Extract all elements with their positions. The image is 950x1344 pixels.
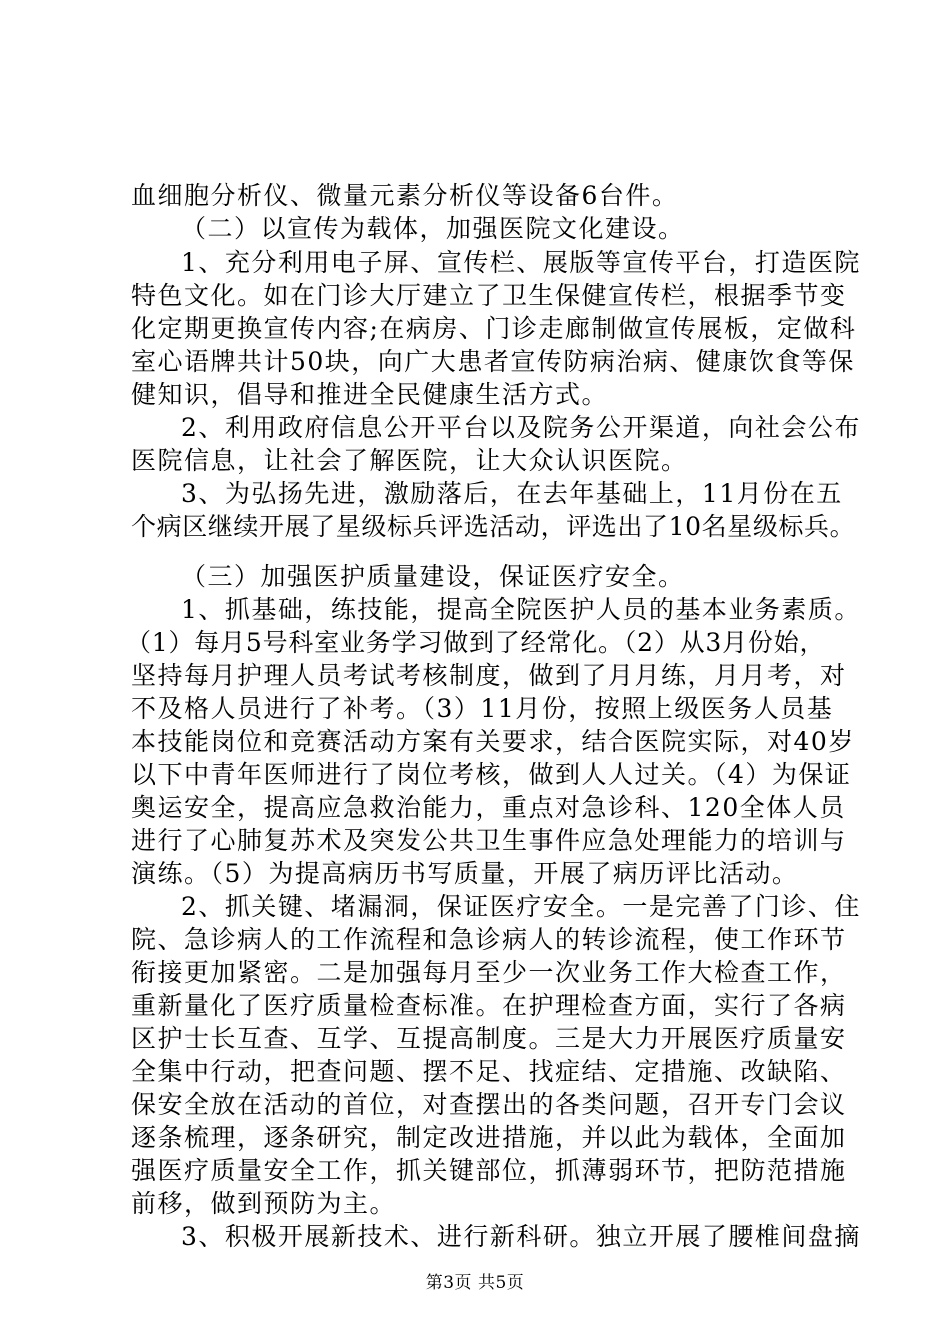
text-line: 特色文化。如在门诊大厅建立了卫生保健宣传栏，根据季节变 <box>131 281 847 310</box>
text-line: 奥运安全，提高应急救治能力，重点对急诊科、120全体人员 <box>131 793 846 822</box>
text-line: 全集中行动，把查问题、摆不足、找症结、定措施、改缺陷、 <box>131 1057 847 1086</box>
text-line: 进行了心肺复苏术及突发公共卫生事件应急处理能力的培训与 <box>131 826 847 855</box>
text-line: 3、积极开展新技术、进行新科研。独立开展了腰椎间盘摘 <box>181 1222 861 1251</box>
section-heading: （二）以宣传为载体，加强医院文化建设。 <box>181 214 685 243</box>
text-line: 区护士长互查、互学、互提高制度。三是大力开展医疗质量安 <box>131 1024 847 1053</box>
text-line: 3、为弘扬先进，激励落后，在去年基础上，11月份在五 <box>181 479 843 508</box>
text-line: 化定期更换宣传内容;在病房、门诊走廊制做宣传展板，定做科 <box>131 314 857 343</box>
text-line: 演练。（5）为提高病历书写质量，开展了病历评比活动。 <box>131 859 799 888</box>
text-line: 前移，做到预防为主。 <box>131 1189 397 1218</box>
text-line: 逐条梳理，逐条研究，制定改进措施，并以此为载体，全面加 <box>131 1123 847 1152</box>
text-line: 衔接更加紧密。二是加强每月至少一次业务工作大检查工作， <box>131 958 847 987</box>
text-line: 个病区继续开展了星级标兵评选活动，评选出了10名星级标兵。 <box>131 512 856 541</box>
text-line: 院、急诊病人的工作流程和急诊病人的转诊流程，使工作环节 <box>131 925 847 954</box>
text-line: 1、充分利用电子屏、宣传栏、展版等宣传平台，打造医院 <box>181 248 861 277</box>
text-line: 2、抓关键、堵漏洞，保证医疗安全。一是完善了门诊、住 <box>181 892 861 921</box>
text-line: 医院信息，让社会了解医院，让大众认识医院。 <box>131 446 688 475</box>
page-number: 第3页 共5页 <box>425 1273 525 1293</box>
text-line: 重新量化了医疗质量检查标准。在护理检查方面，实行了各病 <box>131 991 847 1020</box>
text-line: 保安全放在活动的首位，对查摆出的各类问题，召开专门会议 <box>131 1090 847 1119</box>
text-line: 2、利用政府信息公开平台以及院务公开渠道，向社会公布 <box>181 413 861 442</box>
text-line: 以下中青年医师进行了岗位考核，做到人人过关。（4）为保证 <box>131 760 852 789</box>
text-line: 强医疗质量安全工作，抓关键部位，抓薄弱环节，把防范措施 <box>131 1156 847 1185</box>
text-line: 健知识，倡导和推进全民健康生活方式。 <box>131 380 609 409</box>
text-line: 室心语牌共计50块，向广大患者宣传防病治病、健康饮食等保 <box>131 347 855 376</box>
section-heading: （三）加强医护质量建设，保证医疗安全。 <box>181 562 685 591</box>
text-line: 不及格人员进行了补考。（3）11月份，按照上级医务人员基 <box>131 694 834 723</box>
text-line: 1、抓基础，练技能，提高全院医护人员的基本业务素质。 <box>181 595 861 624</box>
text-line: 本技能岗位和竞赛活动方案有关要求，结合医院实际，对40岁 <box>131 727 855 756</box>
text-line: 坚持每月护理人员考试考核制度，做到了月月练，月月考，对 <box>131 661 847 690</box>
text-line: 血细胞分析仪、微量元素分析仪等设备6台件。 <box>131 181 679 210</box>
text-line: （1）每月5号科室业务学习做到了经常化。（2）从3月份始， <box>126 628 826 657</box>
